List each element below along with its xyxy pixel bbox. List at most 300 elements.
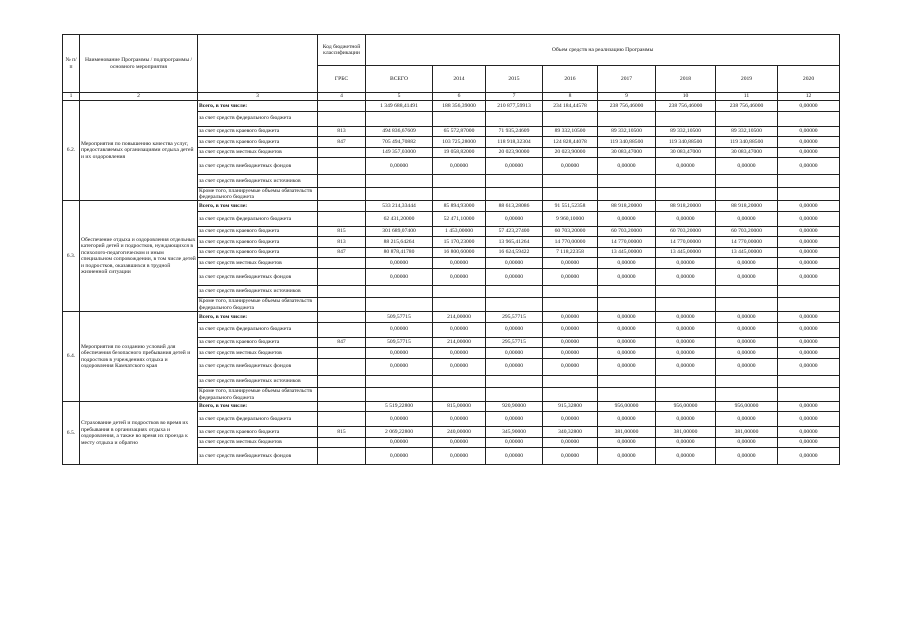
funding-source-label: за счет средств внебюджетных фондов [198, 448, 318, 465]
amount-year-cell: 118 918,32304 [486, 137, 543, 148]
amount-total-cell: 705 494,70882 [366, 137, 433, 148]
section-name: Страхование детей и подростков во время их пребывания в организациях отдыха и оздоровления, а также во время их проезда к месту отдыха и обратно [80, 401, 198, 465]
amount-year-cell [433, 187, 486, 201]
amount-year-cell [543, 187, 598, 201]
budget-code [318, 268, 366, 285]
amount-year-cell [778, 175, 840, 188]
funding-source-label: Всего, в том числе: [198, 101, 318, 112]
amount-year-cell: 16 800,60000 [433, 247, 486, 258]
amount-year-cell [433, 298, 486, 312]
amount-year-cell [716, 388, 778, 402]
amount-year-cell: 0,00000 [716, 358, 778, 375]
funding-source-label: за счет средств местных бюджетов [198, 437, 318, 448]
budget-code: 815 [318, 427, 366, 438]
amount-year-cell: 0,00000 [778, 448, 840, 465]
amount-year-cell: 65 572,87000 [433, 126, 486, 137]
amount-year-cell: 0,00000 [543, 358, 598, 375]
budget-code [318, 187, 366, 201]
amount-year-cell: 89 332,10500 [543, 126, 598, 137]
amount-year-cell: 0,00000 [716, 322, 778, 337]
amount-year-cell: 0,00000 [716, 158, 778, 175]
amount-year-cell: 30 083,47000 [656, 147, 716, 158]
budget-code [318, 111, 366, 126]
amount-year-cell: 381,00000 [656, 427, 716, 438]
amount-year-cell [656, 388, 716, 402]
amount-year-cell: 381,00000 [716, 427, 778, 438]
amount-year-cell: 0,00000 [656, 348, 716, 359]
amount-year-cell: 0,00000 [778, 437, 840, 448]
amount-year-cell [716, 375, 778, 388]
amount-year-cell: 340,32800 [543, 427, 598, 438]
amount-year-cell [543, 375, 598, 388]
amount-year-cell: 0,00000 [433, 358, 486, 375]
amount-year-cell: 0,00000 [716, 211, 778, 226]
header-num: № п/п [63, 35, 80, 93]
amount-year-cell [598, 298, 656, 312]
amount-year-cell [716, 285, 778, 298]
budget-code [318, 158, 366, 175]
amount-year-cell: 0,00000 [543, 322, 598, 337]
amount-total-cell: 0,00000 [366, 158, 433, 175]
column-number: 7 [486, 93, 543, 101]
budget-code [318, 101, 366, 112]
amount-year-cell [778, 111, 840, 126]
funding-source-label: за счет средств федерального бюджета [198, 322, 318, 337]
table-row [63, 101, 840, 112]
amount-year-cell [656, 285, 716, 298]
amount-year-cell: 71 935,24609 [486, 126, 543, 137]
amount-year-cell [716, 298, 778, 312]
budget-code: 813 [318, 237, 366, 248]
amount-year-cell: 0,00000 [598, 158, 656, 175]
table-row [63, 312, 840, 323]
amount-year-cell [656, 175, 716, 188]
amount-year-cell: 19 058,82000 [433, 147, 486, 158]
amount-year-cell [778, 187, 840, 201]
amount-year-cell: 0,00000 [656, 258, 716, 269]
amount-year-cell: 0,00000 [656, 448, 716, 465]
amount-year-cell: 0,00000 [778, 268, 840, 285]
amount-year-cell: 89 332,10500 [598, 126, 656, 137]
amount-year-cell: 956,00000 [656, 401, 716, 412]
amount-year-cell: 0,00000 [656, 211, 716, 226]
amount-year-cell: 381,00000 [598, 427, 656, 438]
amount-year-cell: 0,00000 [716, 268, 778, 285]
amount-year-cell [778, 388, 840, 402]
header-year: 2017 [598, 66, 656, 93]
amount-year-cell [486, 388, 543, 402]
amount-year-cell: 85 894,93000 [433, 201, 486, 212]
amount-year-cell [543, 111, 598, 126]
amount-year-cell: 0,00000 [433, 348, 486, 359]
funding-source-label: за счет средств федерального бюджета [198, 211, 318, 226]
amount-total-cell: 0,00000 [366, 258, 433, 269]
amount-year-cell: 13 445,00000 [656, 247, 716, 258]
amount-year-cell [486, 375, 543, 388]
header-code: Код бюджетной классификации [318, 35, 366, 66]
amount-total-cell [366, 388, 433, 402]
amount-year-cell: 0,00000 [543, 268, 598, 285]
amount-year-cell: 0,00000 [598, 437, 656, 448]
amount-year-cell: 0,00000 [778, 101, 840, 112]
amount-year-cell: 119 340,88500 [656, 137, 716, 148]
funding-source-label: за счет средств внебюджетных источников [198, 375, 318, 388]
column-number: 10 [656, 93, 716, 101]
header-year: 2018 [656, 66, 716, 93]
amount-year-cell: 0,00000 [486, 348, 543, 359]
amount-year-cell: 60 703,20000 [656, 226, 716, 237]
amount-year-cell: 14 770,00000 [716, 237, 778, 248]
amount-year-cell: 0,00000 [433, 437, 486, 448]
amount-year-cell: 0,00000 [716, 437, 778, 448]
funding-source-label: Кроме того, планируемые объемы обязательств федерального бюджета [198, 388, 318, 402]
amount-year-cell: 0,00000 [598, 268, 656, 285]
amount-year-cell: 60 703,20000 [598, 226, 656, 237]
amount-year-cell: 0,00000 [656, 268, 716, 285]
amount-year-cell: 0,00000 [656, 337, 716, 348]
amount-year-cell: 88 918,20000 [598, 201, 656, 212]
amount-total-cell: 62 431,20000 [366, 211, 433, 226]
amount-total-cell: 0,00000 [366, 448, 433, 465]
amount-year-cell: 0,00000 [778, 137, 840, 148]
amount-year-cell: 0,00000 [716, 448, 778, 465]
amount-year-cell [433, 285, 486, 298]
amount-year-cell: 0,00000 [543, 337, 598, 348]
amount-year-cell: 0,00000 [486, 412, 543, 427]
amount-year-cell: 0,00000 [486, 211, 543, 226]
amount-year-cell: 0,00000 [716, 348, 778, 359]
budget-code [318, 322, 366, 337]
budget-code: 815 [318, 226, 366, 237]
funding-source-label: за счет средств краевого бюджета [198, 137, 318, 148]
funding-source-label: Кроме того, планируемые объемы обязательств федерального бюджета [198, 298, 318, 312]
funding-source-label: за счет средств федерального бюджета [198, 111, 318, 126]
amount-year-cell: 956,00000 [716, 401, 778, 412]
amount-total-cell: 533 214,33444 [366, 201, 433, 212]
budget-code [318, 147, 366, 158]
table-row [63, 201, 840, 212]
amount-year-cell: 0,00000 [486, 437, 543, 448]
amount-year-cell: 0,00000 [433, 258, 486, 269]
amount-year-cell: 0,00000 [778, 158, 840, 175]
amount-year-cell: 815,00000 [433, 401, 486, 412]
amount-year-cell: 238 756,46000 [656, 101, 716, 112]
amount-total-cell: 0,00000 [366, 437, 433, 448]
amount-year-cell: 13 965,41264 [486, 237, 543, 248]
amount-total-cell: 0,00000 [366, 268, 433, 285]
funding-source-label: за счет средств краевого бюджета [198, 226, 318, 237]
budget-code [318, 358, 366, 375]
amount-year-cell: 0,00000 [656, 358, 716, 375]
funding-source-label: за счет средств местных бюджетов [198, 147, 318, 158]
column-number-row [63, 93, 840, 101]
amount-total-cell: 80 878,41780 [366, 247, 433, 258]
amount-year-cell: 920,90000 [486, 401, 543, 412]
amount-year-cell: 0,00000 [486, 258, 543, 269]
amount-year-cell [716, 111, 778, 126]
funding-source-label: Кроме того, планируемые объемы обязательств федерального бюджета [198, 187, 318, 201]
funding-source-label: Всего, в том числе: [198, 201, 318, 212]
header-volume: Объем средств на реализацию Программы [366, 35, 840, 66]
amount-total-cell [366, 285, 433, 298]
budget-code [318, 437, 366, 448]
amount-year-cell: 0,00000 [543, 437, 598, 448]
budget-code [318, 448, 366, 465]
amount-year-cell: 295,57715 [486, 312, 543, 323]
amount-year-cell: 0,00000 [716, 412, 778, 427]
column-number: 1 [63, 93, 80, 101]
amount-year-cell: 60 703,20000 [543, 226, 598, 237]
amount-year-cell [486, 285, 543, 298]
amount-year-cell: 7 118,22358 [543, 247, 598, 258]
amount-year-cell: 0,00000 [778, 237, 840, 248]
funding-source-label: за счет средств краевого бюджета [198, 247, 318, 258]
header-year: 2016 [543, 66, 598, 93]
amount-year-cell: 956,00000 [598, 401, 656, 412]
amount-year-cell: 0,00000 [778, 348, 840, 359]
amount-year-cell: 88 918,20000 [716, 201, 778, 212]
amount-year-cell: 0,00000 [656, 437, 716, 448]
amount-year-cell: 0,00000 [598, 448, 656, 465]
amount-total-cell: 1 349 688,41491 [366, 101, 433, 112]
amount-year-cell [433, 388, 486, 402]
amount-year-cell [598, 187, 656, 201]
amount-total-cell [366, 298, 433, 312]
amount-year-cell: 0,00000 [778, 322, 840, 337]
amount-year-cell [716, 187, 778, 201]
amount-year-cell: 0,00000 [598, 312, 656, 323]
amount-year-cell [656, 111, 716, 126]
amount-year-cell: 9 960,10000 [543, 211, 598, 226]
amount-year-cell: 0,00000 [716, 312, 778, 323]
amount-year-cell: 13 445,00000 [598, 247, 656, 258]
amount-total-cell [366, 187, 433, 201]
budget-code [318, 211, 366, 226]
amount-year-cell: 0,00000 [598, 211, 656, 226]
amount-year-cell: 30 083,47000 [716, 147, 778, 158]
amount-year-cell [543, 285, 598, 298]
amount-year-cell: 60 703,20000 [716, 226, 778, 237]
column-number: 12 [778, 93, 840, 101]
amount-year-cell: 0,00000 [543, 412, 598, 427]
amount-year-cell: 0,00000 [778, 226, 840, 237]
section-number: 6.4. [63, 312, 80, 402]
amount-year-cell [656, 375, 716, 388]
amount-year-cell: 0,00000 [486, 268, 543, 285]
header-source [198, 35, 318, 93]
amount-year-cell: 119 340,88500 [598, 137, 656, 148]
amount-year-cell: 52 471,10000 [433, 211, 486, 226]
amount-year-cell: 20 023,90000 [486, 147, 543, 158]
amount-total-cell [366, 111, 433, 126]
column-number: 8 [543, 93, 598, 101]
amount-year-cell: 238 756,46000 [716, 101, 778, 112]
amount-year-cell: 0,00000 [433, 268, 486, 285]
funding-source-label: за счет средств внебюджетных фондов [198, 358, 318, 375]
amount-year-cell: 214,00000 [433, 337, 486, 348]
amount-year-cell: 238 756,46000 [598, 101, 656, 112]
funding-source-label: за счет средств краевого бюджета [198, 126, 318, 137]
section-number: 6.3. [63, 201, 80, 312]
amount-year-cell: 0,00000 [778, 427, 840, 438]
funding-source-label: за счет средств внебюджетных фондов [198, 268, 318, 285]
amount-year-cell: 0,00000 [486, 158, 543, 175]
amount-total-cell: 88 215,64264 [366, 237, 433, 248]
budget-code [318, 348, 366, 359]
funding-source-label: за счет средств краевого бюджета [198, 427, 318, 438]
amount-year-cell [486, 175, 543, 188]
amount-year-cell [486, 298, 543, 312]
amount-year-cell: 0,00000 [778, 258, 840, 269]
funding-source-label: за счет средств местных бюджетов [198, 258, 318, 269]
amount-year-cell [598, 285, 656, 298]
amount-year-cell: 0,00000 [716, 258, 778, 269]
amount-year-cell: 0,00000 [598, 258, 656, 269]
amount-total-cell: 0,00000 [366, 358, 433, 375]
header-year: ВСЕГО [366, 66, 433, 93]
amount-year-cell: 295,57715 [486, 337, 543, 348]
section-name: Мероприятия по повышению качества услуг, предоставляемых организациями отдыха детей и их оздоровления [80, 101, 198, 201]
amount-total-cell: 5 519,22800 [366, 401, 433, 412]
amount-total-cell: 0,00000 [366, 348, 433, 359]
amount-total-cell: 509,57715 [366, 337, 433, 348]
amount-year-cell: 0,00000 [656, 322, 716, 337]
column-number: 9 [598, 93, 656, 101]
amount-year-cell: 0,00000 [656, 412, 716, 427]
amount-year-cell: 0,00000 [778, 401, 840, 412]
amount-year-cell: 0,00000 [778, 126, 840, 137]
amount-year-cell: 915,32800 [543, 401, 598, 412]
amount-year-cell: 0,00000 [656, 312, 716, 323]
section-number: 6.2. [63, 101, 80, 201]
funding-source-label: за счет средств краевого бюджета [198, 237, 318, 248]
amount-year-cell: 0,00000 [433, 158, 486, 175]
amount-year-cell: 30 083,47000 [598, 147, 656, 158]
amount-total-cell: 301 689,07400 [366, 226, 433, 237]
amount-year-cell: 0,00000 [778, 412, 840, 427]
amount-year-cell: 210 877,59913 [486, 101, 543, 112]
amount-year-cell: 0,00000 [543, 448, 598, 465]
amount-year-cell [543, 175, 598, 188]
amount-year-cell: 14 770,00000 [598, 237, 656, 248]
amount-year-cell: 89 332,10500 [716, 126, 778, 137]
amount-year-cell [778, 298, 840, 312]
amount-total-cell [366, 175, 433, 188]
amount-year-cell: 16 624,59422 [486, 247, 543, 258]
header-year: 2019 [716, 66, 778, 93]
amount-year-cell: 0,00000 [778, 358, 840, 375]
amount-year-cell: 119 340,88500 [716, 137, 778, 148]
amount-year-cell: 14 770,00000 [656, 237, 716, 248]
amount-year-cell [598, 111, 656, 126]
amount-year-cell [778, 375, 840, 388]
budget-code [318, 412, 366, 427]
amount-year-cell: 20 023,90000 [543, 147, 598, 158]
amount-year-cell: 88 918,20000 [656, 201, 716, 212]
amount-year-cell [433, 111, 486, 126]
amount-year-cell: 0,00000 [598, 358, 656, 375]
header-year: 2020 [778, 66, 840, 93]
budget-code [318, 201, 366, 212]
amount-year-cell [598, 388, 656, 402]
budget-table [62, 34, 840, 465]
amount-year-cell: 0,00000 [598, 348, 656, 359]
amount-year-cell [656, 298, 716, 312]
column-number: 2 [80, 93, 198, 101]
amount-year-cell: 0,00000 [716, 337, 778, 348]
amount-year-cell: 1 453,00000 [433, 226, 486, 237]
amount-year-cell: 103 725,28000 [433, 137, 486, 148]
budget-code [318, 388, 366, 402]
amount-year-cell: 240,00000 [433, 427, 486, 438]
amount-year-cell: 124 828,44078 [543, 137, 598, 148]
amount-year-cell: 14 770,00000 [543, 237, 598, 248]
amount-year-cell: 15 170,23000 [433, 237, 486, 248]
table-header [63, 35, 840, 101]
amount-year-cell: 0,00000 [598, 412, 656, 427]
section-name: Обеспечение отдыха и оздоровления отдельных категорий детей и подростков, нуждающихся в психолого-педагогическом и иным специальном сопровождении, в том числе детей и подростков, оказавшихся в трудной жизненной ситуации [80, 201, 198, 312]
section-number: 6.5. [63, 401, 80, 465]
amount-year-cell: 0,00000 [433, 412, 486, 427]
amount-year-cell: 0,00000 [656, 158, 716, 175]
column-number: 4 [318, 93, 366, 101]
amount-total-cell: 2 069,22800 [366, 427, 433, 438]
funding-source-label: за счет средств местных бюджетов [198, 348, 318, 359]
amount-year-cell: 0,00000 [433, 322, 486, 337]
amount-year-cell: 0,00000 [433, 448, 486, 465]
budget-code: 847 [318, 337, 366, 348]
amount-year-cell [716, 175, 778, 188]
amount-year-cell: 0,00000 [486, 358, 543, 375]
budget-code [318, 258, 366, 269]
budget-code: 847 [318, 247, 366, 258]
amount-year-cell: 0,00000 [778, 247, 840, 258]
column-number: 11 [716, 93, 778, 101]
column-number: 3 [198, 93, 318, 101]
budget-code: 847 [318, 137, 366, 148]
amount-year-cell: 0,00000 [598, 322, 656, 337]
table-body [63, 101, 840, 465]
amount-year-cell [656, 187, 716, 201]
budget-code [318, 312, 366, 323]
header-code-sub: ГРБС [318, 66, 366, 93]
amount-year-cell: 57 423,27400 [486, 226, 543, 237]
amount-year-cell: 0,00000 [543, 348, 598, 359]
amount-year-cell [778, 285, 840, 298]
amount-total-cell: 494 836,67609 [366, 126, 433, 137]
amount-year-cell: 89 332,10500 [656, 126, 716, 137]
amount-year-cell [543, 388, 598, 402]
budget-code [318, 375, 366, 388]
amount-year-cell: 0,00000 [778, 201, 840, 212]
amount-year-cell [543, 298, 598, 312]
amount-year-cell: 0,00000 [778, 147, 840, 158]
amount-year-cell: 214,00000 [433, 312, 486, 323]
funding-source-label: за счет средств федерального бюджета [198, 412, 318, 427]
funding-source-label: Всего, в том числе: [198, 401, 318, 412]
amount-year-cell: 0,00000 [543, 312, 598, 323]
budget-code [318, 175, 366, 188]
amount-year-cell: 188 356,39000 [433, 101, 486, 112]
amount-year-cell: 0,00000 [778, 211, 840, 226]
table-row [63, 401, 840, 412]
amount-year-cell: 0,00000 [543, 258, 598, 269]
amount-total-cell: 0,00000 [366, 322, 433, 337]
amount-total-cell: 149 357,03000 [366, 147, 433, 158]
amount-year-cell: 0,00000 [778, 312, 840, 323]
amount-year-cell: 345,90000 [486, 427, 543, 438]
header-year: 2014 [433, 66, 486, 93]
